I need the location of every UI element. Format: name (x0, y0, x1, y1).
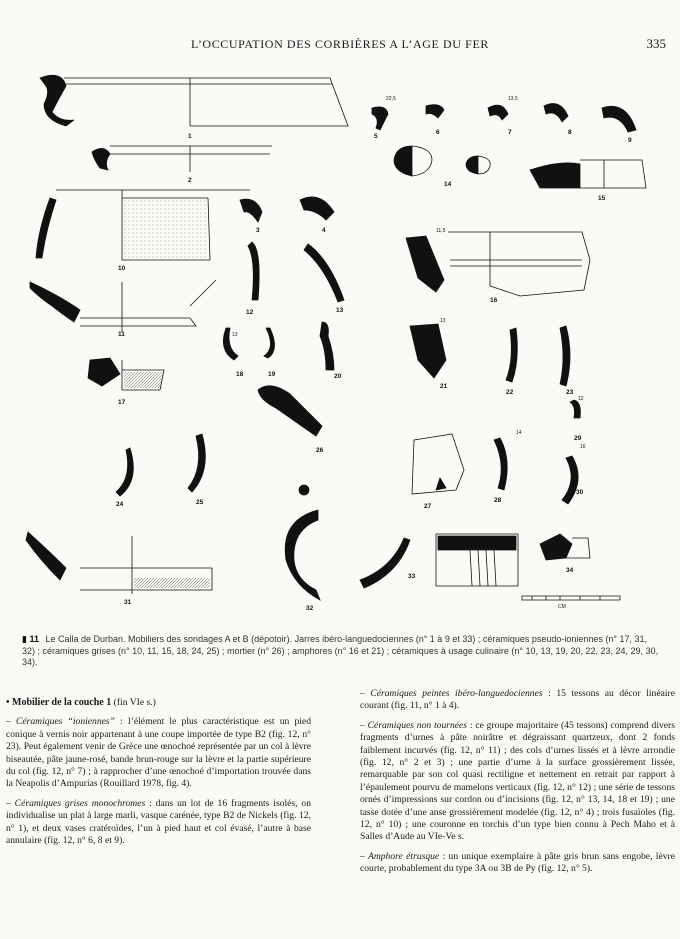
sherd-27-mark (436, 478, 446, 490)
sherd-number: 24 (116, 501, 124, 508)
paragraph: – Céramiques peintes ibéro-languedociennes : 15 tessons au décor linéaire courant (fig. 11, n° 1 à 4). (360, 688, 675, 712)
sherd-16-profile (406, 236, 444, 292)
painted-sherd-decor (438, 536, 516, 586)
sherd-17-profile (88, 358, 120, 386)
body-right-column (360, 688, 675, 883)
sherd-8-profile (544, 104, 568, 122)
paragraph: – Amphore étrusque : un unique exemplaire à pâte gris brun sans engobe, lèvre courte, probablement du type 3A ou 3B de Py (fig. 12, n° 5). (360, 850, 675, 875)
sherd-10-texture (124, 200, 208, 258)
sherd-15-outline (580, 160, 646, 188)
sherd-21-profile (410, 324, 446, 378)
sherd-number: 20 (334, 373, 342, 380)
sherd-23-profile (560, 326, 570, 386)
sherd-number: 29 (574, 435, 582, 442)
pottery-plate (0, 60, 680, 625)
caption-text: Le Calla de Durban. Mobiliers des sondages A et B (dépotoir). Jarres ibéro-languedociennes (n° 1 à 9 et 33) ; céramiques pseudo-ioniennes (n° 17, 31, 32) ; céramiques grises (n° 10, 11, 15, 18, 24, 25) ; mortier (n° 26) ; amphores (n° 16 et 21) ; céramiques à usage culinaire (n° 10, 13, 19, 20, 22, 23, 24, 29, 30, 34). (22, 634, 659, 667)
sherd-number: 12 (246, 309, 254, 316)
sherd-number: 34 (566, 567, 574, 574)
caption-marker: ▮ 11 (22, 634, 39, 644)
sherd-number: 15 (598, 195, 606, 202)
sherd-25-profile (188, 434, 205, 492)
sherd-34-profile (540, 534, 572, 560)
sherd-32-dot (299, 485, 309, 495)
diameter-mark: 14 (516, 430, 522, 436)
sherd-number: 6 (436, 129, 440, 136)
sherd-number: 27 (424, 503, 432, 510)
sherd-number: 5 (374, 133, 378, 140)
page-number: 335 (646, 36, 666, 51)
sherd-number: 7 (508, 129, 512, 136)
sherd-22-profile (506, 328, 517, 382)
sherd-number: 13 (336, 307, 344, 314)
section-heading: • Mobilier de la couche 1 (fin VIe s.) (6, 697, 156, 708)
sherd-number: 32 (306, 605, 314, 612)
sherd-26-profile (258, 386, 322, 436)
body-left-column (6, 697, 311, 854)
sherd-5-profile (372, 107, 388, 130)
sherd-14a-outline (412, 146, 432, 176)
diameter-mark: 22,5 (386, 96, 396, 102)
sherd-33-profile (360, 538, 410, 588)
sherd-number: 33 (408, 573, 416, 580)
scale-bar (522, 596, 620, 600)
sherd-29-profile (570, 400, 580, 418)
sherd-number: 21 (440, 383, 448, 390)
paragraph: – Céramiques “ioniennes” : l’élément le plus caractéristique est un pied conique à vernis noir appartenant à une coupe importée de type B2 (fig. 12, n° 23). Peut également venir de Grèce une œnochoé représentée par un col à lèvre biseautée, pâte jaune-rosé, bande brun-rouge sur la lèvre et la partie supérieure du col (fig. 12, n° 7) ; à rapprocher d’une œnochoé d’importation trouvée dans la Neapolis d’Ampurias (Rouillard 1978, fig. 4). (6, 716, 311, 790)
sherd-15-profile (530, 163, 580, 188)
sherd-6-profile (426, 105, 444, 118)
sherd-19-profile (264, 328, 275, 358)
sherd-number: 26 (316, 447, 324, 454)
sherd-number: 14 (444, 181, 452, 188)
sherd-number: 23 (566, 389, 574, 396)
sherd-11-outline (80, 280, 216, 332)
sherd-number: 31 (124, 599, 132, 606)
sherd-9-profile (602, 106, 636, 132)
sherd-20-profile (320, 322, 334, 370)
sherd-31-texture (134, 578, 210, 588)
diameter-mark: 13 (440, 318, 446, 324)
sherd-28-profile (494, 438, 507, 490)
sherd-1-profile (40, 75, 74, 126)
sherd-number: 9 (628, 137, 632, 144)
sherd-number: 18 (236, 371, 244, 378)
sherd-14b-profile (466, 156, 478, 174)
sherd-number: 2 (188, 177, 192, 184)
sherd-number: 4 (322, 227, 326, 234)
sherd-12-profile (248, 242, 259, 300)
sherd-24-profile (116, 448, 133, 496)
sherd-14a-profile (394, 146, 412, 176)
sherd-2-profile (92, 148, 110, 170)
diameter-mark: 13 (232, 332, 238, 338)
sherd-11-profile (30, 282, 80, 322)
paragraph: – Céramiques non tournées : ce groupe majoritaire (45 tessons) comprend divers fragments d’urnes à pâte noirâtre et dégraissant quartzeux, dont 2 fonds faiblement incurvés (fig. 12, n° 11) ; des cols d’urnes lissés et à lèvre arrondie (fig. 12, n° 2 et 3) ; une partie d’urne à la surface grossièrement lissée, remarquable par son col quasi rectiligne et nettement en retrait par rapport à l’épaulement pourvu de mamelons verticaux (fig. 12, n° 12) ; une série de tessons ornés d’impressions sur cordon ou d’incisions (fig. 12, n° 13, 14, 18 et 19) ; une tasse dotée d’une anse grossièrement modelée (fig. 12, n° 4) ; trois fusaïoles (fig. 12, n° 10) ; une couronne en torchis d’un type bien connu à Pech Maho et à Salles d’Aude au VIe-Ve s. (360, 719, 675, 843)
diameter-mark: 12 (578, 396, 584, 402)
sherd-32-profile (285, 510, 320, 600)
sherd-number: 30 (576, 489, 584, 496)
sherd-number: 25 (196, 499, 204, 506)
sherd-number: 8 (568, 129, 572, 136)
diameter-mark: 16 (580, 444, 586, 450)
sherd-31-profile (26, 532, 66, 580)
sherd-number: 11 (118, 331, 125, 338)
sherd-number: 17 (118, 399, 126, 406)
sherd-7-profile (488, 105, 508, 120)
diameter-mark: 13,5 (508, 96, 518, 102)
scale-bar-ticks (532, 596, 600, 600)
sherd-number: 16 (490, 297, 498, 304)
sherd-3-profile (240, 199, 262, 222)
sherd-number: 3 (256, 227, 260, 234)
sherd-13-profile (304, 244, 344, 302)
sherd-2-outline (110, 146, 272, 172)
sherd-number: 19 (268, 371, 276, 378)
sherd-4-profile (300, 197, 334, 220)
paragraph: – Céramiques grises monochromes : dans un lot de 16 fragments isolés, on individualise un plat à large marli, vasque carénée, type B2 de Nickels (fig. 12, n° 1), et deux vases cratéroïdes, l’un à pied haut et col évasé, l’autre à base annulaire (fig. 12, n° 6, 8 et 9). (6, 797, 312, 847)
sherd-16-outline (448, 232, 590, 296)
sherd-10-profile (36, 198, 56, 258)
scale-label: CM (558, 604, 566, 610)
diameter-mark: 11,5 (436, 228, 446, 234)
figure-caption (22, 634, 662, 669)
sherd-1-outline (64, 78, 348, 126)
sherd-number: 1 (188, 133, 192, 140)
sherd-30-profile (562, 456, 578, 504)
sherd-14b-outline (478, 156, 490, 174)
running-head: L’OCCUPATION DES CORBIÈRES A L’AGE DU FER (191, 37, 489, 51)
sherd-number: 22 (506, 389, 514, 396)
sherd-17-texture (124, 372, 162, 388)
sherd-number: 10 (118, 265, 126, 272)
sherd-number: 28 (494, 497, 502, 504)
